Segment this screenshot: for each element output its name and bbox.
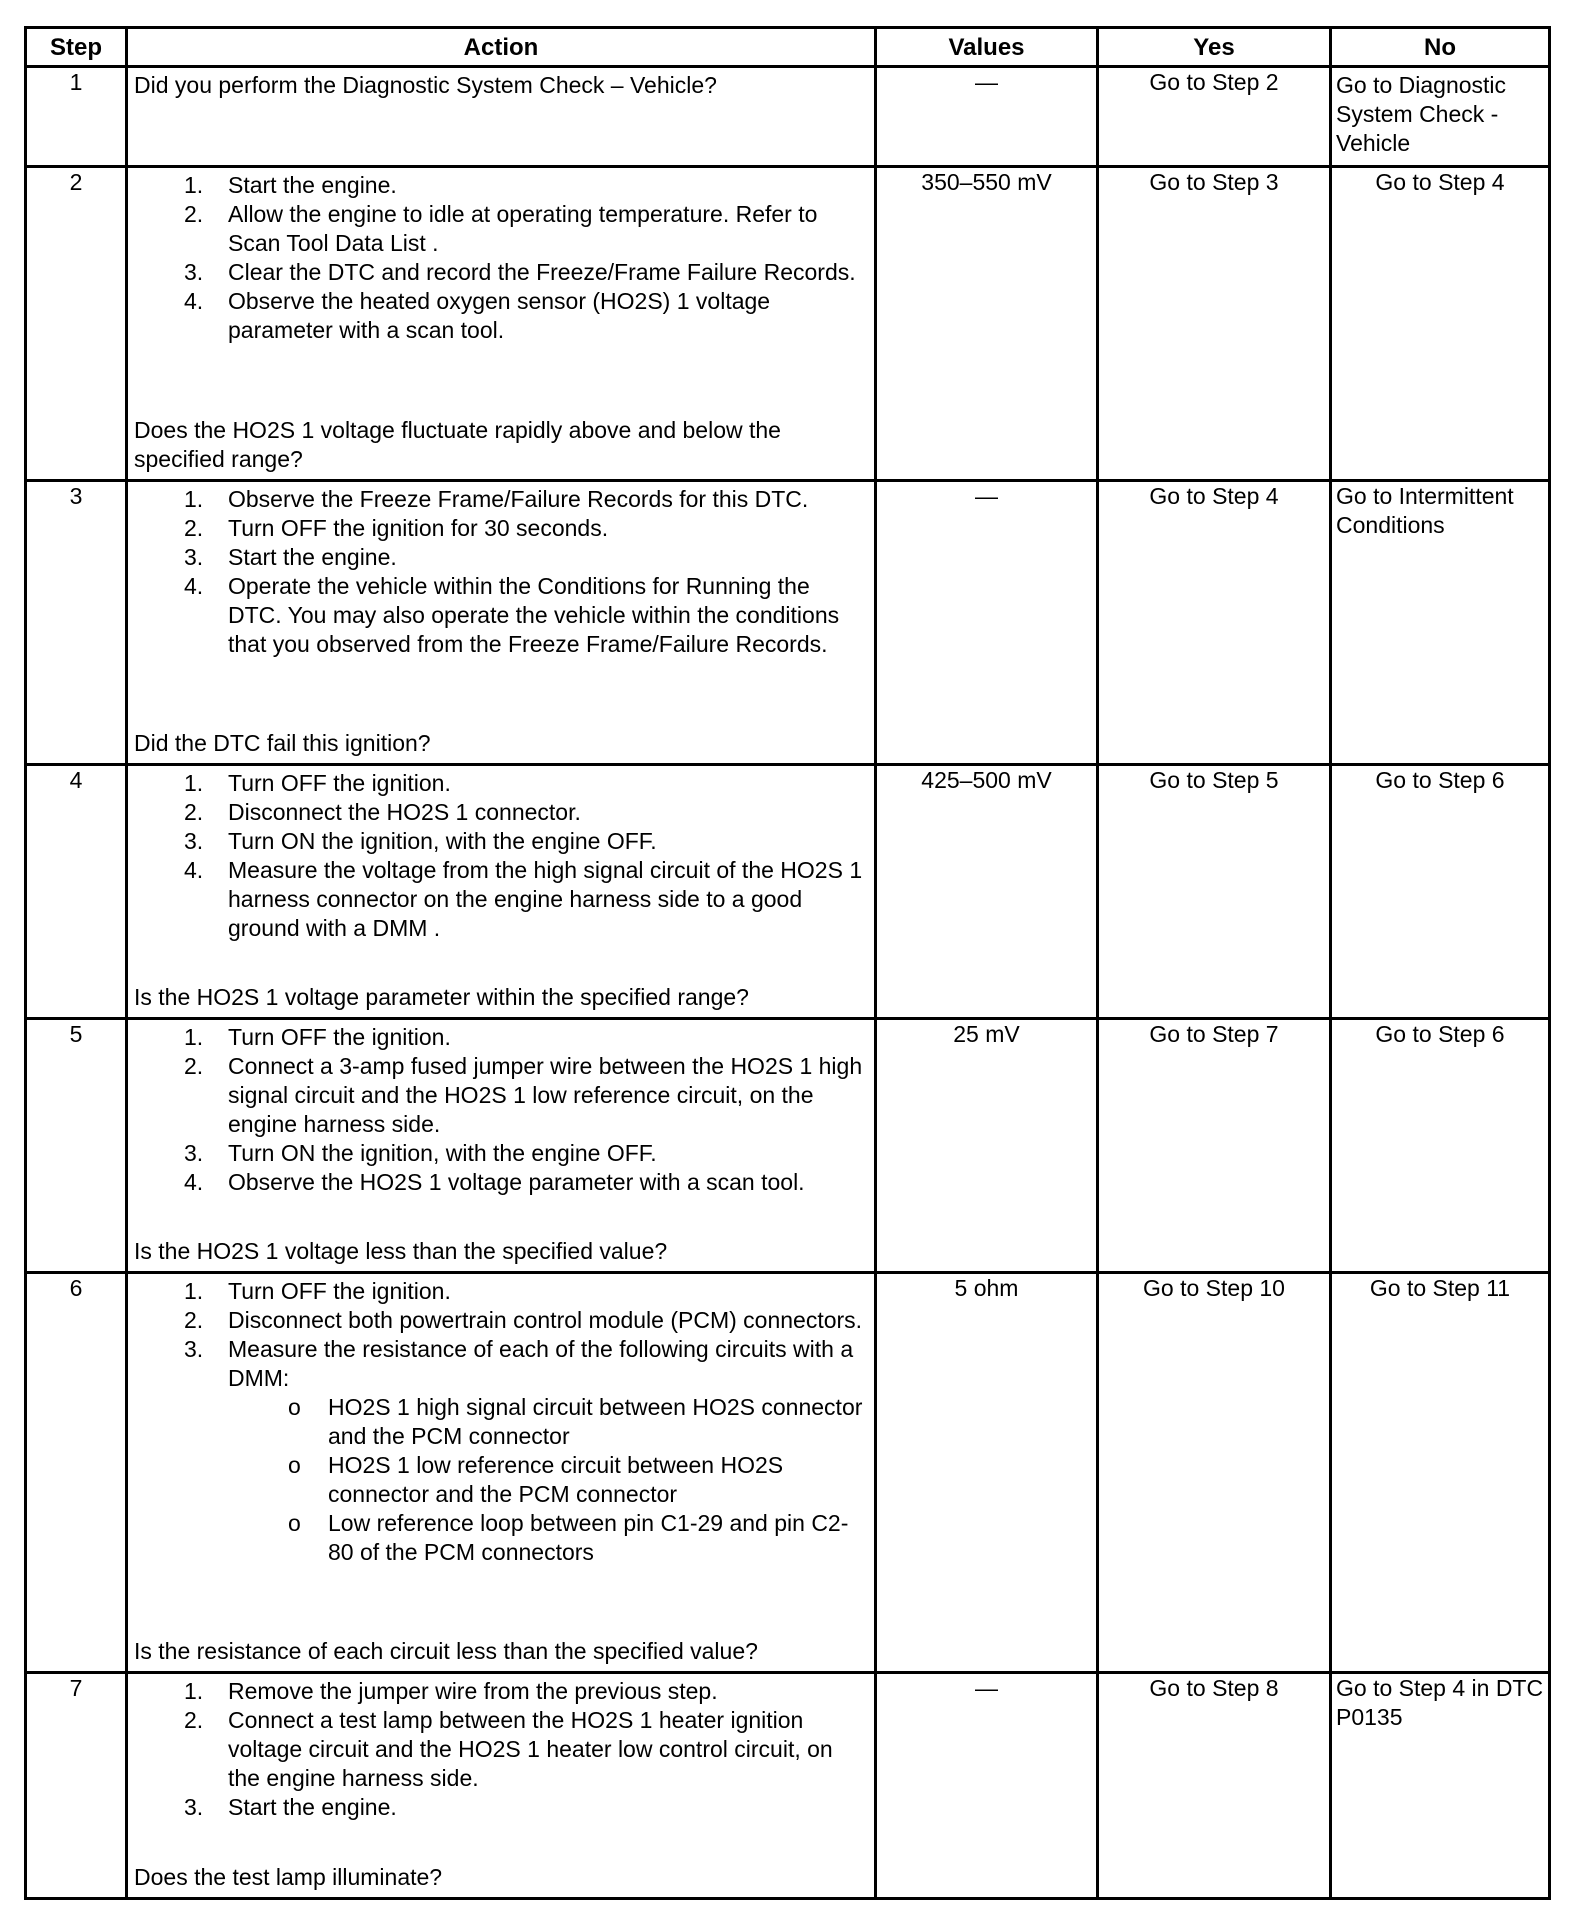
yes-result: Go to Step 2 xyxy=(1149,69,1279,95)
values-cell: — xyxy=(876,481,1098,765)
action-cell xyxy=(127,67,876,167)
action-cell xyxy=(127,765,876,1019)
action-substeps xyxy=(128,1393,874,1567)
no-cell xyxy=(1331,1019,1550,1273)
header-step: Step xyxy=(26,28,127,67)
yes-cell xyxy=(1098,481,1331,765)
yes-cell xyxy=(1098,67,1331,167)
no-cell xyxy=(1331,1273,1550,1673)
yes-cell xyxy=(1098,765,1331,1019)
step-number: 2 xyxy=(26,167,127,481)
table-row xyxy=(26,765,1550,1019)
action-question: Did you perform the Diagnostic System Check – Vehicle? xyxy=(134,72,717,98)
table-row xyxy=(26,1019,1550,1273)
step-number: 1 xyxy=(26,67,127,167)
action-cell xyxy=(127,167,876,481)
yes-result: Go to Step 7 xyxy=(1149,1021,1279,1047)
table-row xyxy=(26,1673,1550,1899)
step-number: 5 xyxy=(26,1019,127,1273)
action-step: 1. Turn OFF the ignition. xyxy=(184,770,451,796)
yes-cell xyxy=(1098,1673,1331,1899)
action-step: 3. Clear the DTC and record the Freeze/Frame Failure Records. xyxy=(184,259,856,285)
action-step: 2. Connect a 3-amp fused jumper wire between the HO2S 1 high signal circuit and the HO2S 1 low reference circuit, on the engine harness side. xyxy=(184,1053,863,1137)
header-yes: Yes xyxy=(1098,28,1331,67)
action-step: 1. Turn OFF the ignition. xyxy=(184,1278,451,1304)
action-step: 3. Turn ON the ignition, with the engine OFF. xyxy=(184,828,657,854)
diagnostic-table xyxy=(24,26,1551,1900)
no-cell xyxy=(1331,167,1550,481)
yes-result: Go to Step 5 xyxy=(1149,767,1279,793)
step-number: 3 xyxy=(26,481,127,765)
step-number: 4 xyxy=(26,765,127,1019)
action-step: 3. Measure the resistance of each of the following circuits with a DMM: xyxy=(184,1336,854,1391)
header-no: No xyxy=(1331,28,1550,67)
values-cell: 425–500 mV xyxy=(876,765,1098,1019)
action-question: Is the HO2S 1 voltage less than the specified value? xyxy=(134,1238,668,1264)
action-step: 2. Disconnect both powertrain control module (PCM) connectors. xyxy=(184,1307,863,1333)
action-cell xyxy=(127,1019,876,1273)
action-step: 1. Turn OFF the ignition. xyxy=(184,1024,451,1050)
action-step: 2. Allow the engine to idle at operating temperature. Refer to Scan Tool Data List . xyxy=(184,201,818,256)
yes-result: Go to Step 10 xyxy=(1143,1275,1285,1301)
no-result: Go to Step 6 xyxy=(1375,767,1505,793)
header-action: Action xyxy=(127,28,876,67)
values-cell: — xyxy=(876,67,1098,167)
action-substep: o HO2S 1 low reference circuit between HO2S connector and the PCM connector xyxy=(288,1452,784,1507)
action-question: Does the test lamp illuminate? xyxy=(134,1864,443,1890)
no-result: Go to Step 4 in DTC P0135 xyxy=(1336,1675,1544,1730)
action-substep: o Low reference loop between pin C1-29 and pin C2- 80 of the PCM connectors xyxy=(288,1510,849,1565)
action-step: 1. Remove the jumper wire from the previous step. xyxy=(184,1678,718,1704)
action-step: 4. Operate the vehicle within the Conditions for Running the DTC. You may also operate the vehicle within the conditions that you observed from the Freeze Frame/Failure Records. xyxy=(184,573,840,657)
table-row xyxy=(26,1273,1550,1673)
action-steps xyxy=(128,1674,874,1822)
step-number: 7 xyxy=(26,1673,127,1899)
no-cell xyxy=(1331,1673,1550,1899)
action-question: Is the resistance of each circuit less than the specified value? xyxy=(134,1638,758,1664)
table-row xyxy=(26,67,1550,167)
action-cell xyxy=(127,1673,876,1899)
action-step: 3. Turn ON the ignition, with the engine OFF. xyxy=(184,1140,657,1166)
yes-cell xyxy=(1098,1019,1331,1273)
action-step: 2. Disconnect the HO2S 1 connector. xyxy=(184,799,581,825)
no-cell xyxy=(1331,765,1550,1019)
action-steps xyxy=(128,1277,874,1393)
no-result: Go to Intermittent Conditions xyxy=(1336,483,1514,538)
step-number: 6 xyxy=(26,1273,127,1673)
action-steps xyxy=(128,766,874,943)
action-substep: o HO2S 1 high signal circuit between HO2S connector and the PCM connector xyxy=(288,1394,863,1449)
action-step: 2. Connect a test lamp between the HO2S 1 heater ignition voltage circuit and the HO2S 1 heater low control circuit, on the engine harness side. xyxy=(184,1707,833,1791)
no-cell xyxy=(1331,67,1550,167)
action-step: 4. Observe the heated oxygen sensor (HO2S) 1 voltage parameter with a scan tool. xyxy=(184,288,771,343)
values-cell: 25 mV xyxy=(876,1019,1098,1273)
action-step: 3. Start the engine. xyxy=(184,1794,397,1820)
action-question: Did the DTC fail this ignition? xyxy=(134,730,431,756)
action-steps xyxy=(128,168,874,345)
no-result: Go to Step 11 xyxy=(1369,1275,1511,1301)
action-question: Is the HO2S 1 voltage parameter within the specified range? xyxy=(134,984,749,1010)
table-row xyxy=(26,167,1550,481)
action-question: Does the HO2S 1 voltage fluctuate rapidly above and below the specified range? xyxy=(134,417,781,472)
no-result: Go to Diagnostic System Check - Vehicle xyxy=(1336,72,1507,156)
yes-cell xyxy=(1098,167,1331,481)
action-cell xyxy=(127,481,876,765)
action-step: 2. Turn OFF the ignition for 30 seconds. xyxy=(184,515,609,541)
values-cell: — xyxy=(876,1673,1098,1899)
yes-result: Go to Step 3 xyxy=(1149,169,1279,195)
action-step: 4. Observe the HO2S 1 voltage parameter with a scan tool. xyxy=(184,1169,805,1195)
table-row xyxy=(26,481,1550,765)
action-steps xyxy=(128,1020,874,1197)
no-result: Go to Step 6 xyxy=(1375,1021,1505,1047)
no-result: Go to Step 4 xyxy=(1375,169,1505,195)
values-cell: 5 ohm xyxy=(876,1273,1098,1673)
action-step: 1. Observe the Freeze Frame/Failure Records for this DTC. xyxy=(184,486,809,512)
yes-result: Go to Step 4 xyxy=(1149,483,1279,509)
yes-result: Go to Step 8 xyxy=(1149,1675,1279,1701)
no-cell xyxy=(1331,481,1550,765)
yes-cell xyxy=(1098,1273,1331,1673)
header-values: Values xyxy=(876,28,1098,67)
values-cell: 350–550 mV xyxy=(876,167,1098,481)
action-step: 3. Start the engine. xyxy=(184,544,397,570)
action-step: 4. Measure the voltage from the high signal circuit of the HO2S 1 harness connector on the engine harness side to a good ground with a DMM . xyxy=(184,857,863,941)
action-cell xyxy=(127,1273,876,1673)
action-steps xyxy=(128,482,874,659)
action-step: 1. Start the engine. xyxy=(184,172,397,198)
header-row xyxy=(26,28,1550,67)
